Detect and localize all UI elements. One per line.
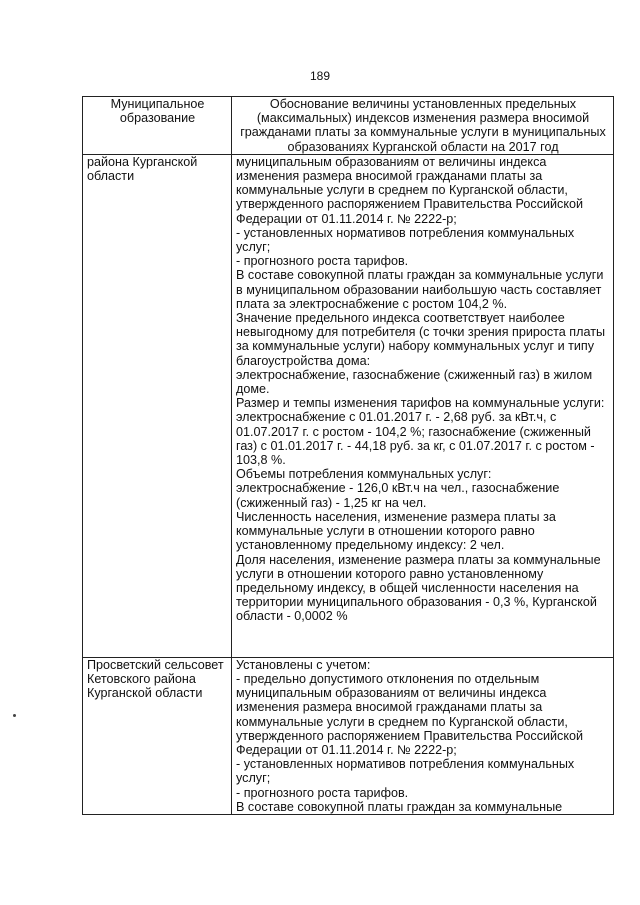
table-header-row <box>83 97 614 155</box>
justification-cell <box>232 657 614 814</box>
justification-line: - прогнозного роста тарифов. <box>236 254 409 269</box>
justification-line: - прогнозного роста тарифов. <box>236 785 409 800</box>
justification-line: В составе совокупной платы граждан за коммунальные услуги в муниципальном образовании наибольшую часть составляет плата за электроснабжение с ростом 104,2 %. <box>236 268 604 311</box>
justification-line: муниципальным образованиям от величины индекса изменения размера вносимой гражданами платы за коммунальные услуги в среднем по Курганской области, утвержденного распоряжением Правительства Российской Федерации от 01.11.2014 г. № 2222-р; <box>236 154 584 226</box>
justification-line: электроснабжение - 126,0 кВт.ч на чел., газоснабжение (сжиженный газ) - 1,25 кг на чел. <box>236 481 560 510</box>
justification-line: Объемы потребления коммунальных услуг: <box>236 467 492 482</box>
justification-line: Установлены с учетом: <box>236 657 371 672</box>
justification-line: - установленных нормативов потребления коммунальных услуг; <box>236 757 575 786</box>
justification-line: - установленных нормативов потребления коммунальных услуг; <box>236 225 575 255</box>
header-municipality: Муниципальное образование <box>83 97 232 155</box>
tariff-justification-table <box>82 96 614 815</box>
table-row <box>83 657 614 814</box>
justification-line: Численность населения, изменение размера платы за коммунальные услуги в отношении которого равно установленному предельному индексу: 2 чел. <box>236 509 556 553</box>
justification-line: - предельно допустимого отклонения по отдельным муниципальным образованиям от величины индекса изменения размера вносимой гражданами платы за коммунальные услуги в среднем по Курганской области, утвержденного распоряжением Правительства Российской Федерации от 01.11.2014 г. № 2222-р; <box>236 672 584 758</box>
justification-line: В составе совокупной платы граждан за коммунальные <box>236 799 563 814</box>
justification-line: Доля населения, изменение размера платы за коммунальные услуги в отношении которого равно установленному предельному индексу, в общей численности населения на территории муниципального образования - 0,3 %, Курганской области - 0,0002 % <box>236 552 601 624</box>
justification-line: Значение предельного индекса соответствует наиболее невыгодному для потребителя (с точки зрения прироста платы за коммунальные услуги) набору коммунальных услуг и типу благоустройства дома: <box>236 311 606 368</box>
header-justification: Обоснование величины установленных предельных (максимальных) индексов изменения размера вносимой гражданами платы за коммунальные услуги в муниципальных образованиях Курганской области на 2017 год <box>232 97 614 155</box>
justification-line: электроснабжение, газоснабжение (сжиженный газ) в жилом доме. <box>236 367 593 397</box>
municipality-cell: района Курганской области <box>83 154 232 657</box>
justification-line: электроснабжение с 01.01.2017 г. - 2,68 руб. за кВт.ч, с 01.07.2017 г. с ростом - 104,2 %; газоснабжение (сжиженный газ) с 01.01.2017 г. - 44,18 руб. за кг, с 01.07.2017 г. с ростом - 103,8 %. <box>236 410 595 468</box>
scan-speck <box>13 714 16 717</box>
page-number: 189 <box>309 69 331 83</box>
justification-cell <box>232 154 614 657</box>
municipality-cell: Просветский сельсовет Кетовского района Курганской области <box>83 657 232 814</box>
justification-line: Размер и темпы изменения тарифов на коммунальные услуги: <box>236 396 605 411</box>
table-row <box>83 154 614 657</box>
